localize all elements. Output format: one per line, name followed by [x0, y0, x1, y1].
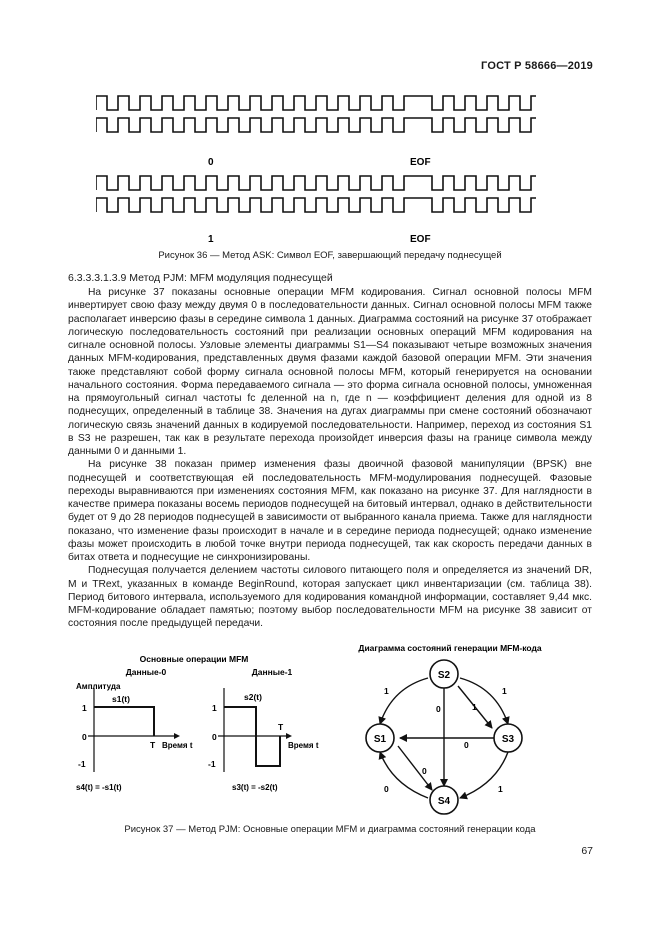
wave-label-eof-top: EOF: [410, 157, 431, 168]
waveform-row-2: [96, 118, 536, 132]
wave-label-eof-bottom: EOF: [410, 234, 431, 245]
data0-label: Данные-0: [125, 667, 167, 677]
tick-T-right: T: [278, 722, 284, 732]
body-text: [68, 286, 592, 631]
state-s1: [366, 724, 394, 752]
waveform-row-1: [96, 96, 536, 110]
s3-formula: s3(t) = -s2(t): [232, 783, 278, 792]
tick-T-left: T: [150, 740, 156, 750]
tick-m1-right: -1: [208, 759, 216, 769]
tick-1-left: 1: [82, 703, 87, 713]
figure-36-caption: Рисунок 36 — Метод ASK: Символ EOF, завершающий передачу поднесущей: [158, 250, 502, 261]
document-header: ГОСТ Р 58666—2019: [481, 60, 593, 72]
amplitude-label: Амплитуда: [76, 682, 121, 691]
section-heading: 6.3.3.3.1.3.9 Метод PJM: MFM модуляция поднесущей: [68, 272, 333, 284]
svg-text:S3: S3: [501, 734, 515, 745]
state-diagram-title: Диаграмма состояний генерации MFM-кода: [358, 643, 542, 653]
arc-label: 1: [384, 686, 389, 696]
waveform-row-4: [96, 198, 536, 212]
figure-37-operations: [74, 652, 336, 824]
figure-37-state-diagram: [336, 640, 598, 822]
waveform-row-3: [96, 176, 536, 190]
data1-label: Данные-1: [251, 667, 293, 677]
s2-label: s2(t): [244, 692, 262, 702]
tick-0-left: 0: [82, 732, 87, 742]
s1-label: s1(t): [112, 694, 130, 704]
arc-label: 0: [384, 784, 389, 794]
arc-label: 1: [498, 784, 503, 794]
arc-label: 0: [436, 704, 441, 714]
state-s4: [430, 786, 458, 814]
paragraph-1: На рисунке 37 показаны основные операции MFM кодирования. Сигнал основной полосы MFM инвертирует свою фазу между двумя 0 в последовательности данных. Сигнал основной полосы MFM также располагает инверсию фазы в середине символа 1 данных. Диаграмма состояний на рисунке 37 отображает логическую последовательность состояний при реализации основных операций MFM кодирования на сигнале основной полосы. Узловые элементы диаграммы S1—S4 показывают четыре возможных значения данных MFM-кодирования, представленных двумя фазами каждой базовой операции MFM. Эти значения также представляют собой форму сигнала основной полосы MFM, который генерируется на основании начального состояния. Форма передаваемого сигнала — это форма сигнала основной полосы, умноженная на прямоугольный сигнал частоты fc деленной на n, где n — коэффициент деления для одной из 8 поднесущих, определенный в таблице 38. Значения на дугах диаграммы при смене состояний обозначают логическую связь значений данных в кодируемой последовательности. Например, переход из состояния S1 в S3 не разрешен, так как в результате перехода произойдет инверсия фазы на границе символа между данными 0 и данными 1.: [68, 287, 592, 457]
arc-label: 0: [422, 766, 427, 776]
page-number: 67: [581, 845, 593, 857]
arc-label: 1: [502, 686, 507, 696]
waveform-rows: [96, 96, 536, 212]
state-s3: [494, 724, 522, 752]
time-label-right: Время t: [288, 741, 319, 750]
arc-label: 1: [472, 702, 477, 712]
wave-label-0: 0: [208, 157, 214, 168]
svg-text:S2: S2: [437, 670, 451, 681]
figure-37-caption: Рисунок 37 — Метод PJM: Основные операции MFM и диаграмма состояний генерации кода: [124, 824, 536, 835]
wave-label-1: 1: [208, 234, 214, 245]
tick-m1-left: -1: [78, 759, 86, 769]
tick-0-right: 0: [212, 732, 217, 742]
s4-formula: s4(t) = -s1(t): [76, 783, 122, 792]
figure-36-waveforms: [96, 90, 536, 250]
paragraph-2: На рисунке 38 показан пример изменения фазы двоичной фазовой манипуляции (BPSK) вне поднесущей и соответствующая ей последовательность MFM-модулирования поднесущей. Фазовые переходы выравниваются при изменениях состояния MFM, как показано на рисунке 37. Для наглядности в качестве примера показаны восемь периодов поднесущей на битовый интервал, однако в действительности будет от 9 до 28 периодов поднесущей в зависимости от выбранного канала приема. Также для наглядности показано, что изменение фазы происходит в начале и в середине периода поднесущей; однако изменение фазы может происходить в любой точке внутри периода поднесущей, так как скорость передачи данных в битах ответа и поднесущие не синхронизированы.: [68, 459, 592, 563]
time-label-left: Время t: [162, 741, 193, 750]
svg-text:S4: S4: [437, 796, 451, 807]
paragraph-3: Поднесущая получается делением частоты силового питающего поля и определяется из значений DR, M и TRext, указанных в команде BeginRound, которая запускает цикл инвентаризации (см. таблица 38). Период битового интервала, используемого для кодирования командной информации, составляет 9,44 мкс. MFM-кодирование обладает памятью; поэтому выбор последовательности MFM на рисунке 38 зависит от состояния после предыдущей передачи.: [68, 565, 592, 630]
state-s2: [430, 660, 458, 688]
arc-label: 0: [464, 740, 469, 750]
svg-text:S1: S1: [373, 734, 387, 745]
ops-title: Основные операции MFM: [139, 654, 249, 664]
tick-1-right: 1: [212, 703, 217, 713]
